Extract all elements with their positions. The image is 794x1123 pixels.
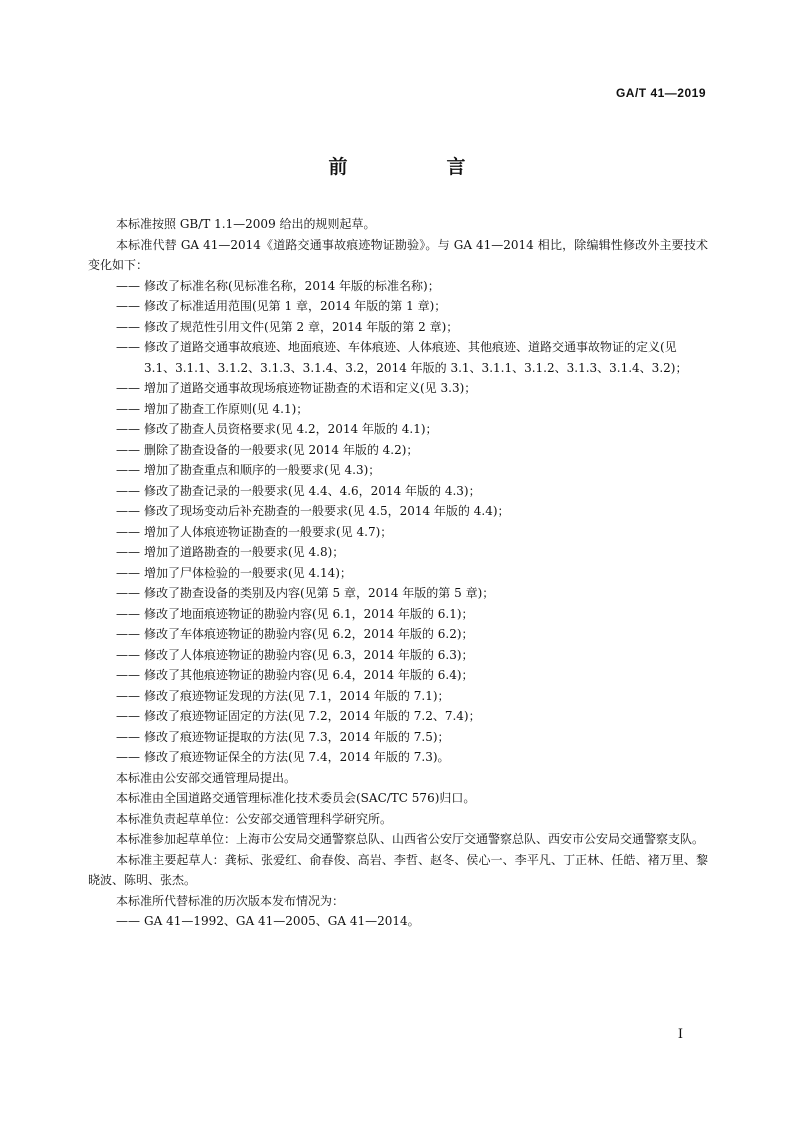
list-item: —— 修改了标准适用范围(见第 1 章，2014 年版的第 1 章)； bbox=[116, 299, 447, 313]
list-item: —— 修改了人体痕迹物证的勘验内容(见 6.3，2014 年版的 6.3)； bbox=[116, 647, 474, 662]
list-item: —— 修改了勘查人员资格要求(见 4.2，2014 年版的 4.1)； bbox=[116, 422, 438, 436]
list-item: —— 修改了勘查设备的类别及内容(见第 5 章，2014 年版的第 5 章)； bbox=[116, 586, 495, 600]
paragraph: 本标准按照 GB/T 1.1—2009 给出的规则起草。 bbox=[116, 217, 376, 231]
list-item: —— 修改了痕迹物证保全的方法(见 7.4，2014 年版的 7.3)。 bbox=[116, 750, 450, 764]
list-item: —— 增加了勘查重点和顺序的一般要求(见 4.3)； bbox=[116, 463, 381, 477]
paragraph: 本标准由全国道路交通管理标准化技术委员会(SAC/TC 576)归口。 bbox=[116, 791, 476, 805]
standard-code: GA/T 41—2019 bbox=[615, 86, 706, 100]
list-item: —— 修改了痕迹物证提取的方法(见 7.3，2014 年版的 7.5)； bbox=[116, 729, 450, 744]
page-number: I bbox=[677, 1027, 683, 1042]
list-item: —— 修改了规范性引用文件(见第 2 章，2014 年版的第 2 章)； bbox=[116, 319, 459, 334]
list-item: —— 增加了道路勘查的一般要求(见 4.8)； bbox=[116, 545, 345, 559]
list-item: —— 修改了地面痕迹物证的勘验内容(见 6.1，2014 年版的 6.1)； bbox=[116, 606, 474, 621]
paragraph: 本标准参加起草单位：上海市公安局交通警察总队、山西省公安厅交通警察总队、西安市公安局交通警察支队。 bbox=[116, 832, 705, 846]
list-item: —— 增加了尸体检验的一般要求(见 4.14)； bbox=[116, 565, 352, 580]
list-item: —— 增加了人体痕迹物证勘查的一般要求(见 4.7)； bbox=[116, 524, 393, 539]
list-item: —— GA 41—1992、GA 41—2005、GA 41—2014。 bbox=[116, 914, 420, 928]
paragraph: 本标准所代替标准的历次版本发布情况为： bbox=[116, 893, 345, 908]
list-item: —— 修改了现场变动后补充勘查的一般要求(见 4.5，2014 年版的 4.4)； bbox=[116, 504, 510, 518]
list-item: —— 增加了道路交通事故现场痕迹物证勘查的术语和定义(见 3.3)； bbox=[116, 381, 477, 395]
list-item: —— 修改了标准名称(见标准名称，2014 年版的标准名称)； bbox=[116, 278, 440, 293]
page-title: 前 言 bbox=[328, 156, 506, 178]
list-item: —— 修改了其他痕迹物证的勘验内容(见 6.4，2014 年版的 6.4)； bbox=[116, 668, 474, 682]
list-item: —— 删除了勘查设备的一般要求(见 2014 年版的 4.2)； bbox=[116, 442, 419, 457]
foreword-body bbox=[88, 214, 708, 932]
paragraph: 本标准主要起草人：龚标、张爱红、俞春俊、高岩、李哲、赵冬、侯心一、李平凡、丁正林、任皓、褚万里、黎晓波、陈明、张杰。 bbox=[88, 852, 708, 887]
paragraph: 本标准代替 GA 41—2014《道路交通事故痕迹物证勘验》。与 GA 41—2014 相比，除编辑性修改外主要技术变化如下： bbox=[88, 237, 708, 272]
list-item: —— 修改了勘查记录的一般要求(见 4.4、4.6，2014 年版的 4.3)； bbox=[116, 483, 481, 498]
list-item: —— 修改了痕迹物证固定的方法(见 7.2，2014 年版的 7.2、7.4)； bbox=[116, 709, 481, 723]
paragraph: 本标准由公安部交通管理局提出。 bbox=[116, 770, 297, 785]
paragraph: 本标准负责起草单位：公安部交通管理科学研究所。 bbox=[116, 811, 393, 826]
list-item: —— 增加了勘查工作原则(见 4.1)； bbox=[116, 401, 309, 416]
list-item: —— 修改了道路交通事故痕迹、地面痕迹、车体痕迹、人体痕迹、其他痕迹、道路交通事故物证的定义(见 3.1、3.1.1、3.1.2、3.1.3、3.1.4、3.2，2014 年版的 3.1、3.1.1、3.1.2、3.1.3、3.1.4、3.2)； bbox=[116, 340, 688, 375]
list-item: —— 修改了车体痕迹物证的勘验内容(见 6.2，2014 年版的 6.2)； bbox=[116, 627, 474, 641]
list-item: —— 修改了痕迹物证发现的方法(见 7.1，2014 年版的 7.1)； bbox=[116, 688, 450, 703]
